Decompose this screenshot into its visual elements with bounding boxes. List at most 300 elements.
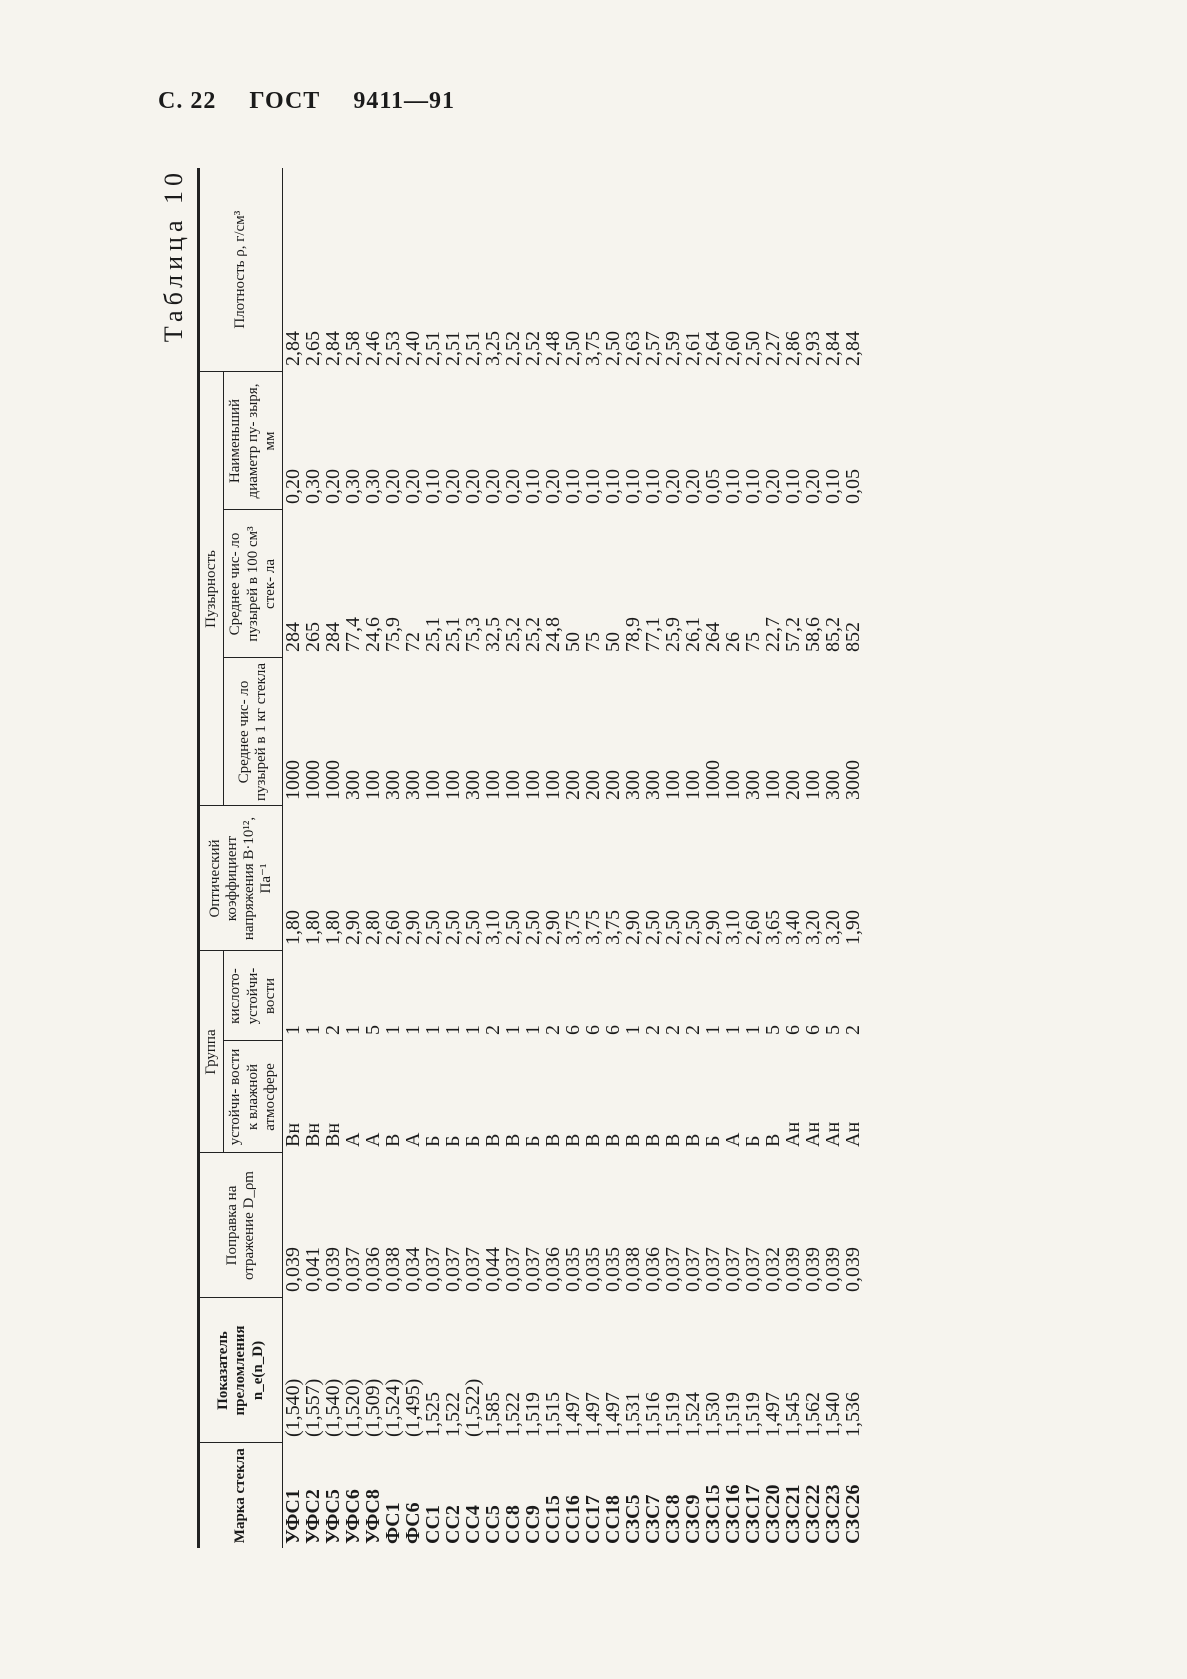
table-row (703, 168, 723, 1548)
cell-humidity: Ан (802, 1121, 824, 1147)
table-row (683, 168, 703, 1548)
cell-density: 2,61 (682, 330, 704, 366)
cell-acid: 1 (422, 1025, 444, 1035)
cell-density: 3,75 (582, 330, 604, 366)
cell-mark: СЗС23 (822, 1484, 844, 1544)
col-header-refraction: Показатель преломления n_e(n_D) (199, 1298, 283, 1443)
cell-bubbles-100: 75 (742, 632, 764, 652)
cell-density: 2,50 (562, 330, 584, 366)
cell-reflection: 0,035 (582, 1247, 604, 1292)
cell-bubble-min: 0,30 (302, 469, 324, 504)
cell-bubble-min: 0,05 (702, 469, 724, 504)
cell-optical: 2,50 (662, 910, 684, 945)
cell-reflection: 0,035 (602, 1247, 624, 1292)
cell-optical: 2,90 (342, 910, 364, 945)
cell-bubbles-kg: 100 (722, 770, 744, 800)
table-row (463, 168, 483, 1548)
cell-optical: 2,60 (382, 910, 404, 945)
table-row (623, 168, 643, 1548)
cell-reflection: 0,039 (782, 1247, 804, 1292)
standard-label: ГОСТ (249, 88, 321, 114)
col-header-mark: Марка стекла (199, 1443, 283, 1548)
cell-optical: 2,90 (542, 910, 564, 945)
cell-bubble-min: 0,20 (402, 469, 424, 504)
cell-bubble-min: 0,10 (722, 469, 744, 504)
cell-mark: СЗС21 (782, 1484, 804, 1544)
cell-optical: 3,40 (782, 910, 804, 945)
cell-bubble-min: 0,20 (662, 469, 684, 504)
cell-humidity: Б (702, 1135, 724, 1147)
cell-bubble-min: 0,20 (682, 469, 704, 504)
cell-bubble-min: 0,10 (742, 469, 764, 504)
cell-density: 2,65 (302, 330, 324, 366)
cell-optical: 2,90 (622, 910, 644, 945)
cell-density: 2,63 (622, 330, 644, 366)
cell-bubbles-kg: 300 (822, 770, 844, 800)
cell-optical: 2,50 (682, 910, 704, 945)
table-row (363, 168, 383, 1548)
cell-humidity: Б (442, 1135, 464, 1147)
table-row (643, 168, 663, 1548)
cell-density: 2,84 (842, 330, 864, 366)
cell-optical: 2,80 (362, 910, 384, 945)
cell-bubbles-100: 78,9 (622, 617, 644, 652)
cell-bubbles-kg: 1000 (322, 760, 344, 800)
cell-bubble-min: 0,20 (542, 469, 564, 504)
cell-bubbles-kg: 100 (542, 770, 564, 800)
cell-bubbles-100: 25,9 (662, 617, 684, 652)
cell-acid: 6 (782, 1025, 804, 1035)
cell-bubble-min: 0,10 (422, 469, 444, 504)
cell-optical: 3,20 (822, 910, 844, 945)
cell-mark: СС1 (422, 1505, 444, 1544)
cell-humidity: В (382, 1133, 404, 1147)
cell-humidity: В (562, 1133, 584, 1147)
cell-bubble-min: 0,30 (342, 469, 364, 504)
cell-density: 2,58 (342, 330, 364, 366)
cell-acid: 2 (662, 1025, 684, 1035)
cell-mark: СЗС9 (682, 1494, 704, 1544)
cell-reflection: 0,037 (342, 1247, 364, 1292)
table-row (483, 168, 503, 1548)
cell-acid: 2 (842, 1025, 864, 1035)
cell-acid: 1 (522, 1025, 544, 1035)
cell-bubbles-100: 75 (582, 632, 604, 652)
table-row (663, 168, 683, 1548)
cell-acid: 1 (702, 1025, 724, 1035)
cell-optical: 3,75 (602, 910, 624, 945)
col-header-bubble-min: Наименьший диаметр пу- зыря, мм (224, 372, 283, 510)
cell-mark: ФС6 (402, 1502, 424, 1544)
cell-bubbles-100: 264 (702, 622, 724, 652)
cell-bubbles-kg: 100 (442, 770, 464, 800)
cell-optical: 3,10 (722, 910, 744, 945)
col-header-acid: кислото- устойчи- вости (224, 951, 283, 1041)
cell-reflection: 0,036 (542, 1247, 564, 1292)
cell-bubbles-kg: 300 (462, 770, 484, 800)
cell-refraction: 1,519 (742, 1392, 764, 1437)
cell-humidity: Б (422, 1135, 444, 1147)
cell-mark: СЗС15 (702, 1484, 724, 1544)
col-header-bubbles-100: Среднее чис- ло пузырей в 100 см³ стек- ла (224, 510, 283, 658)
cell-humidity: В (502, 1133, 524, 1147)
cell-reflection: 0,037 (442, 1247, 464, 1292)
cell-mark: СЗС20 (762, 1484, 784, 1544)
cell-density: 2,84 (282, 330, 304, 366)
cell-bubble-min: 0,20 (482, 469, 504, 504)
cell-optical: 1,80 (282, 910, 304, 945)
cell-refraction: 1,525 (422, 1392, 444, 1437)
cell-mark: ФС1 (382, 1502, 404, 1544)
cell-bubbles-kg: 300 (742, 770, 764, 800)
cell-humidity: Вн (282, 1122, 304, 1147)
cell-bubbles-kg: 300 (642, 770, 664, 800)
table-row (503, 168, 523, 1548)
cell-bubble-min: 0,20 (762, 469, 784, 504)
cell-bubbles-100: 77,1 (642, 617, 664, 652)
cell-bubbles-100: 50 (602, 632, 624, 652)
cell-density: 2,84 (322, 330, 344, 366)
cell-optical: 2,50 (502, 910, 524, 945)
cell-bubbles-kg: 1000 (302, 760, 324, 800)
cell-bubble-min: 0,10 (782, 469, 804, 504)
cell-humidity: А (722, 1132, 744, 1147)
cell-refraction: (1,495) (402, 1378, 424, 1437)
cell-humidity: Б (522, 1135, 544, 1147)
cell-mark: УФС6 (342, 1489, 364, 1544)
cell-bubble-min: 0,20 (382, 469, 404, 504)
cell-mark: СЗС7 (642, 1494, 664, 1544)
cell-humidity: В (582, 1133, 604, 1147)
cell-density: 2,51 (422, 330, 444, 366)
table-row (343, 168, 363, 1548)
cell-refraction: 1,516 (642, 1392, 664, 1437)
cell-humidity: А (362, 1132, 384, 1147)
cell-density: 3,25 (482, 330, 504, 366)
cell-optical: 2,50 (462, 910, 484, 945)
cell-reflection: 0,039 (802, 1247, 824, 1292)
cell-refraction: 1,530 (702, 1392, 724, 1437)
table-row (543, 168, 563, 1548)
standard-number: 9411—91 (353, 88, 456, 114)
cell-density: 2,52 (502, 330, 524, 366)
cell-reflection: 0,037 (682, 1247, 704, 1292)
table-row (723, 168, 743, 1548)
cell-reflection: 0,037 (462, 1247, 484, 1292)
cell-bubble-min: 0,20 (462, 469, 484, 504)
cell-mark: СС18 (602, 1495, 624, 1544)
data-table (197, 168, 869, 1548)
cell-bubbles-100: 57,2 (782, 617, 804, 652)
cell-mark: СЗС22 (802, 1484, 824, 1544)
cell-acid: 1 (442, 1025, 464, 1035)
cell-acid: 1 (722, 1025, 744, 1035)
cell-acid: 6 (602, 1025, 624, 1035)
cell-refraction: 1,585 (482, 1392, 504, 1437)
cell-refraction: 1,497 (602, 1392, 624, 1437)
cell-mark: СС15 (542, 1495, 564, 1544)
cell-mark: УФС8 (362, 1489, 384, 1544)
cell-acid: 2 (642, 1025, 664, 1035)
cell-reflection: 0,038 (382, 1247, 404, 1292)
cell-acid: 1 (462, 1025, 484, 1035)
cell-mark: СЗС16 (722, 1484, 744, 1544)
table-body (283, 168, 870, 1548)
cell-refraction: 1,497 (582, 1392, 604, 1437)
table-row (523, 168, 543, 1548)
cell-density: 2,50 (742, 330, 764, 366)
table-row (443, 168, 463, 1548)
cell-bubbles-kg: 300 (402, 770, 424, 800)
cell-refraction: 1,515 (542, 1392, 564, 1437)
cell-bubble-min: 0,20 (502, 469, 524, 504)
cell-reflection: 0,039 (282, 1247, 304, 1292)
col-header-group: Группа (199, 951, 224, 1153)
cell-bubbles-100: 852 (842, 622, 864, 652)
cell-bubbles-kg: 200 (602, 770, 624, 800)
cell-bubbles-100: 85,2 (822, 617, 844, 652)
cell-optical: 2,50 (642, 910, 664, 945)
cell-bubbles-100: 32,5 (482, 617, 504, 652)
cell-reflection: 0,037 (662, 1247, 684, 1292)
cell-bubbles-100: 50 (562, 632, 584, 652)
cell-density: 2,57 (642, 330, 664, 366)
cell-reflection: 0,041 (302, 1247, 324, 1292)
cell-bubbles-kg: 100 (502, 770, 524, 800)
col-header-reflection: Поправка на отражение D_ρm (199, 1153, 283, 1298)
table-row (303, 168, 323, 1548)
cell-optical: 2,90 (402, 910, 424, 945)
cell-bubbles-kg: 100 (682, 770, 704, 800)
cell-reflection: 0,036 (362, 1247, 384, 1292)
table-row (783, 168, 803, 1548)
cell-bubble-min: 0,30 (362, 469, 384, 504)
cell-mark: УФС1 (282, 1489, 304, 1544)
col-header-humidity: устойчи- вости к влажной атмосфере (224, 1041, 283, 1153)
table-row (763, 168, 783, 1548)
cell-mark: СС4 (462, 1505, 484, 1544)
cell-humidity: Б (742, 1135, 764, 1147)
cell-optical: 2,90 (702, 910, 724, 945)
cell-humidity: Б (462, 1135, 484, 1147)
table-row (323, 168, 343, 1548)
cell-bubbles-100: 22,7 (762, 617, 784, 652)
cell-density: 2,50 (602, 330, 624, 366)
cell-bubbles-100: 24,8 (542, 617, 564, 652)
cell-bubbles-100: 72 (402, 632, 424, 652)
cell-bubbles-100: 75,9 (382, 617, 404, 652)
cell-acid: 5 (822, 1025, 844, 1035)
cell-humidity: В (482, 1133, 504, 1147)
cell-optical: 2,60 (742, 910, 764, 945)
cell-mark: СЗС5 (622, 1494, 644, 1544)
cell-humidity: В (762, 1133, 784, 1147)
cell-refraction: (1,509) (362, 1378, 384, 1437)
cell-refraction: 1,531 (622, 1392, 644, 1437)
cell-bubbles-100: 284 (282, 622, 304, 652)
cell-reflection: 0,037 (422, 1247, 444, 1292)
cell-reflection: 0,036 (642, 1247, 664, 1292)
cell-bubbles-kg: 100 (422, 770, 444, 800)
cell-humidity: В (642, 1133, 664, 1147)
cell-reflection: 0,034 (402, 1247, 424, 1292)
cell-refraction: 1,545 (782, 1392, 804, 1437)
cell-optical: 3,75 (562, 910, 584, 945)
cell-optical: 3,10 (482, 910, 504, 945)
table-row (823, 168, 843, 1548)
cell-bubbles-100: 75,3 (462, 617, 484, 652)
cell-density: 2,52 (522, 330, 544, 366)
table-row (383, 168, 403, 1548)
cell-reflection: 0,035 (562, 1247, 584, 1292)
cell-mark: УФС5 (322, 1489, 344, 1544)
cell-reflection: 0,032 (762, 1247, 784, 1292)
cell-humidity: Вн (322, 1122, 344, 1147)
cell-acid: 1 (342, 1025, 364, 1035)
table-row (843, 168, 869, 1548)
cell-density: 2,86 (782, 330, 804, 366)
cell-refraction: 1,519 (662, 1392, 684, 1437)
cell-optical: 3,20 (802, 910, 824, 945)
cell-acid: 2 (682, 1025, 704, 1035)
cell-refraction: (1,520) (342, 1378, 364, 1437)
cell-optical: 1,80 (322, 910, 344, 945)
cell-bubbles-100: 77,4 (342, 617, 364, 652)
cell-bubbles-kg: 200 (562, 770, 584, 800)
table-row (403, 168, 423, 1548)
cell-optical: 2,50 (522, 910, 544, 945)
cell-density: 2,51 (442, 330, 464, 366)
cell-density: 2,40 (402, 330, 424, 366)
cell-bubbles-100: 58,6 (802, 617, 824, 652)
cell-mark: СС2 (442, 1505, 464, 1544)
cell-acid: 1 (502, 1025, 524, 1035)
cell-acid: 2 (482, 1025, 504, 1035)
cell-density: 2,59 (662, 330, 684, 366)
cell-humidity: Ан (782, 1121, 804, 1147)
cell-optical: 3,75 (582, 910, 604, 945)
cell-bubbles-kg: 100 (762, 770, 784, 800)
table-row (563, 168, 583, 1548)
table-row (283, 168, 304, 1548)
cell-bubbles-kg: 100 (522, 770, 544, 800)
cell-humidity: Вн (302, 1122, 324, 1147)
col-header-density: Плотность ρ, г/см³ (199, 168, 283, 372)
cell-bubbles-100: 25,1 (422, 617, 444, 652)
cell-bubble-min: 0,20 (322, 469, 344, 504)
cell-refraction: (1,557) (302, 1378, 324, 1437)
page-header (158, 88, 481, 115)
cell-reflection: 0,037 (742, 1247, 764, 1292)
cell-bubble-min: 0,05 (842, 469, 864, 504)
cell-bubbles-100: 25,2 (502, 617, 524, 652)
cell-acid: 1 (622, 1025, 644, 1035)
cell-bubble-min: 0,20 (282, 469, 304, 504)
cell-mark: СС16 (562, 1495, 584, 1544)
cell-refraction: 1,522 (502, 1392, 524, 1437)
cell-mark: СЗС8 (662, 1494, 684, 1544)
cell-mark: СС5 (482, 1505, 504, 1544)
cell-refraction: (1,540) (322, 1378, 344, 1437)
cell-bubble-min: 0,10 (562, 469, 584, 504)
cell-density: 2,46 (362, 330, 384, 366)
cell-acid: 6 (562, 1025, 584, 1035)
cell-reflection: 0,037 (702, 1247, 724, 1292)
cell-refraction: 1,540 (822, 1392, 844, 1437)
cell-refraction: 1,497 (762, 1392, 784, 1437)
cell-reflection: 0,044 (482, 1247, 504, 1292)
cell-bubble-min: 0,20 (442, 469, 464, 504)
cell-refraction: 1,562 (802, 1392, 824, 1437)
cell-optical: 1,90 (842, 910, 864, 945)
cell-density: 2,60 (722, 330, 744, 366)
cell-refraction: 1,497 (562, 1392, 584, 1437)
cell-refraction: (1,524) (382, 1378, 404, 1437)
page-number: С. 22 (158, 88, 217, 114)
cell-bubble-min: 0,10 (642, 469, 664, 504)
cell-bubbles-kg: 100 (482, 770, 504, 800)
table-row (603, 168, 623, 1548)
cell-density: 2,27 (762, 330, 784, 366)
cell-refraction: 1,522 (442, 1392, 464, 1437)
table-row (743, 168, 763, 1548)
cell-bubbles-kg: 1000 (282, 760, 304, 800)
cell-bubble-min: 0,10 (622, 469, 644, 504)
table-row (583, 168, 603, 1548)
cell-reflection: 0,037 (522, 1247, 544, 1292)
cell-bubble-min: 0,10 (522, 469, 544, 504)
col-header-optical: Оптический коэффициент напряжения B·10¹², Па⁻¹ (199, 806, 283, 951)
cell-acid: 1 (382, 1025, 404, 1035)
cell-bubbles-100: 24,6 (362, 617, 384, 652)
cell-mark: СС17 (582, 1495, 604, 1544)
cell-humidity: Ан (842, 1121, 864, 1147)
rotated-table-block (159, 168, 1052, 1548)
cell-bubbles-kg: 100 (802, 770, 824, 800)
cell-bubbles-kg: 200 (782, 770, 804, 800)
cell-density: 2,48 (542, 330, 564, 366)
cell-acid: 6 (802, 1025, 824, 1035)
cell-density: 2,53 (382, 330, 404, 366)
cell-bubble-min: 0,10 (822, 469, 844, 504)
cell-refraction: (1,540) (282, 1378, 304, 1437)
cell-mark: УФС2 (302, 1489, 324, 1544)
cell-bubbles-kg: 3000 (842, 760, 864, 800)
cell-refraction: 1,519 (522, 1392, 544, 1437)
cell-bubbles-kg: 100 (662, 770, 684, 800)
cell-acid: 1 (302, 1025, 324, 1035)
cell-reflection: 0,037 (722, 1247, 744, 1292)
table-header (199, 168, 283, 1548)
col-header-bubbles: Пузырность (199, 372, 224, 806)
table-title: Таблица 10 (159, 168, 188, 343)
cell-optical: 2,50 (442, 910, 464, 945)
cell-bubbles-100: 26,1 (682, 617, 704, 652)
cell-acid: 5 (762, 1025, 784, 1035)
cell-density: 2,64 (702, 330, 724, 366)
cell-humidity: В (682, 1133, 704, 1147)
table-row (803, 168, 823, 1548)
cell-bubble-min: 0,20 (802, 469, 824, 504)
cell-bubbles-100: 284 (322, 622, 344, 652)
cell-bubbles-100: 25,2 (522, 617, 544, 652)
cell-reflection: 0,039 (842, 1247, 864, 1292)
cell-mark: СС9 (522, 1505, 544, 1544)
cell-bubbles-100: 26 (722, 632, 744, 652)
table-row (423, 168, 443, 1548)
cell-humidity: В (662, 1133, 684, 1147)
cell-density: 2,93 (802, 330, 824, 366)
